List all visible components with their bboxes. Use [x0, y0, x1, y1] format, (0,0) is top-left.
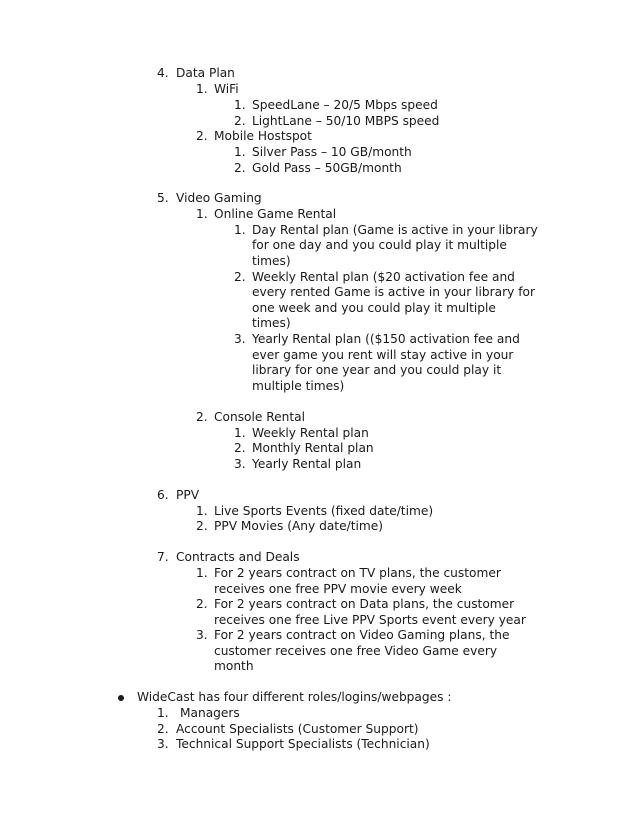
list-item-line: customer receives one free Video Game every — [214, 644, 498, 658]
list-item: Monthly Rental plan — [252, 441, 374, 455]
section-number: 5. — [157, 191, 169, 205]
list-item-line: times) — [252, 316, 291, 330]
subsection-title: Mobile Hostspot — [214, 129, 312, 143]
list-item-line: Yearly Rental plan (($150 activation fee and — [252, 332, 520, 346]
item-number: 1. — [234, 145, 246, 159]
section-title: Video Gaming — [176, 191, 262, 205]
list-item: Live Sports Events (fixed date/time) — [214, 504, 434, 518]
list-item-line: library for one year and you could play it — [252, 363, 502, 377]
list-item: LightLane – 50/10 MBPS speed — [252, 114, 440, 128]
list-item-line: For 2 years contract on Video Gaming plans, the — [214, 628, 510, 642]
list-item-line: Day Rental plan (Game is active in your library — [252, 223, 538, 237]
section-title: PPV — [176, 488, 200, 502]
list-item-line: multiple times) — [252, 379, 345, 393]
list-item: Yearly Rental plan — [252, 457, 362, 471]
list-item: Silver Pass – 10 GB/month — [252, 145, 412, 159]
list-item-line: times) — [252, 254, 291, 268]
list-item-line: For 2 years contract on TV plans, the customer — [214, 566, 501, 580]
item-number: 2. — [196, 597, 208, 611]
subsection-number: 2. — [196, 129, 208, 143]
item-number: 1. — [196, 504, 208, 518]
role-item: Account Specialists (Customer Support) — [176, 722, 419, 736]
subsection-title: WiFi — [214, 82, 239, 96]
item-number: 1. — [196, 566, 208, 580]
subsection-number: 1. — [196, 82, 208, 96]
subsection-title: Console Rental — [214, 410, 306, 424]
list-item-line: receives one free PPV movie every week — [214, 582, 462, 596]
list-item-line: for one day and you could play it multiple — [252, 238, 507, 252]
section-number: 4. — [157, 66, 169, 80]
list-item-line: month — [214, 659, 254, 673]
item-number: 2. — [234, 161, 246, 175]
item-number: 2. — [234, 441, 246, 455]
item-number: 2. — [196, 519, 208, 533]
subsection-title: Online Game Rental — [214, 207, 337, 221]
item-number: 3. — [234, 457, 246, 471]
list-item-line: Weekly Rental plan ($20 activation fee and — [252, 270, 515, 284]
list-item-line: ever game you rent will stay active in your — [252, 348, 514, 362]
item-number: 1. — [157, 706, 169, 720]
role-item: Technical Support Specialists (Technician) — [176, 737, 430, 751]
subsection-number: 1. — [196, 207, 208, 221]
item-number: 1. — [234, 98, 246, 112]
section-number: 6. — [157, 488, 169, 502]
section-title: Data Plan — [176, 66, 235, 80]
list-item: Weekly Rental plan — [252, 426, 369, 440]
item-number: 3. — [157, 737, 169, 751]
item-number: 2. — [157, 722, 169, 736]
item-number: 3. — [196, 628, 208, 642]
list-item-line: For 2 years contract on Data plans, the customer — [214, 597, 515, 611]
item-number: 2. — [234, 270, 246, 284]
role-item: Managers — [180, 706, 240, 720]
list-item: PPV Movies (Any date/time) — [214, 519, 383, 533]
list-item: SpeedLane – 20/5 Mbps speed — [252, 98, 438, 112]
item-number: 3. — [234, 332, 246, 346]
item-number: 1. — [234, 426, 246, 440]
roles-intro: WideCast has four different roles/logins/webpages : — [137, 690, 452, 704]
section-title: Contracts and Deals — [176, 550, 300, 564]
section-number: 7. — [157, 550, 169, 564]
subsection-number: 2. — [196, 410, 208, 424]
list-item-line: receives one free Live PPV Sports event every year — [214, 613, 526, 627]
bullet-icon — [118, 695, 124, 701]
list-item: Gold Pass – 50GB/month — [252, 161, 402, 175]
item-number: 1. — [234, 223, 246, 237]
item-number: 2. — [234, 114, 246, 128]
list-item-line: one week and you could play it multiple — [252, 301, 496, 315]
list-item-line: every rented Game is active in your library for — [252, 285, 535, 299]
